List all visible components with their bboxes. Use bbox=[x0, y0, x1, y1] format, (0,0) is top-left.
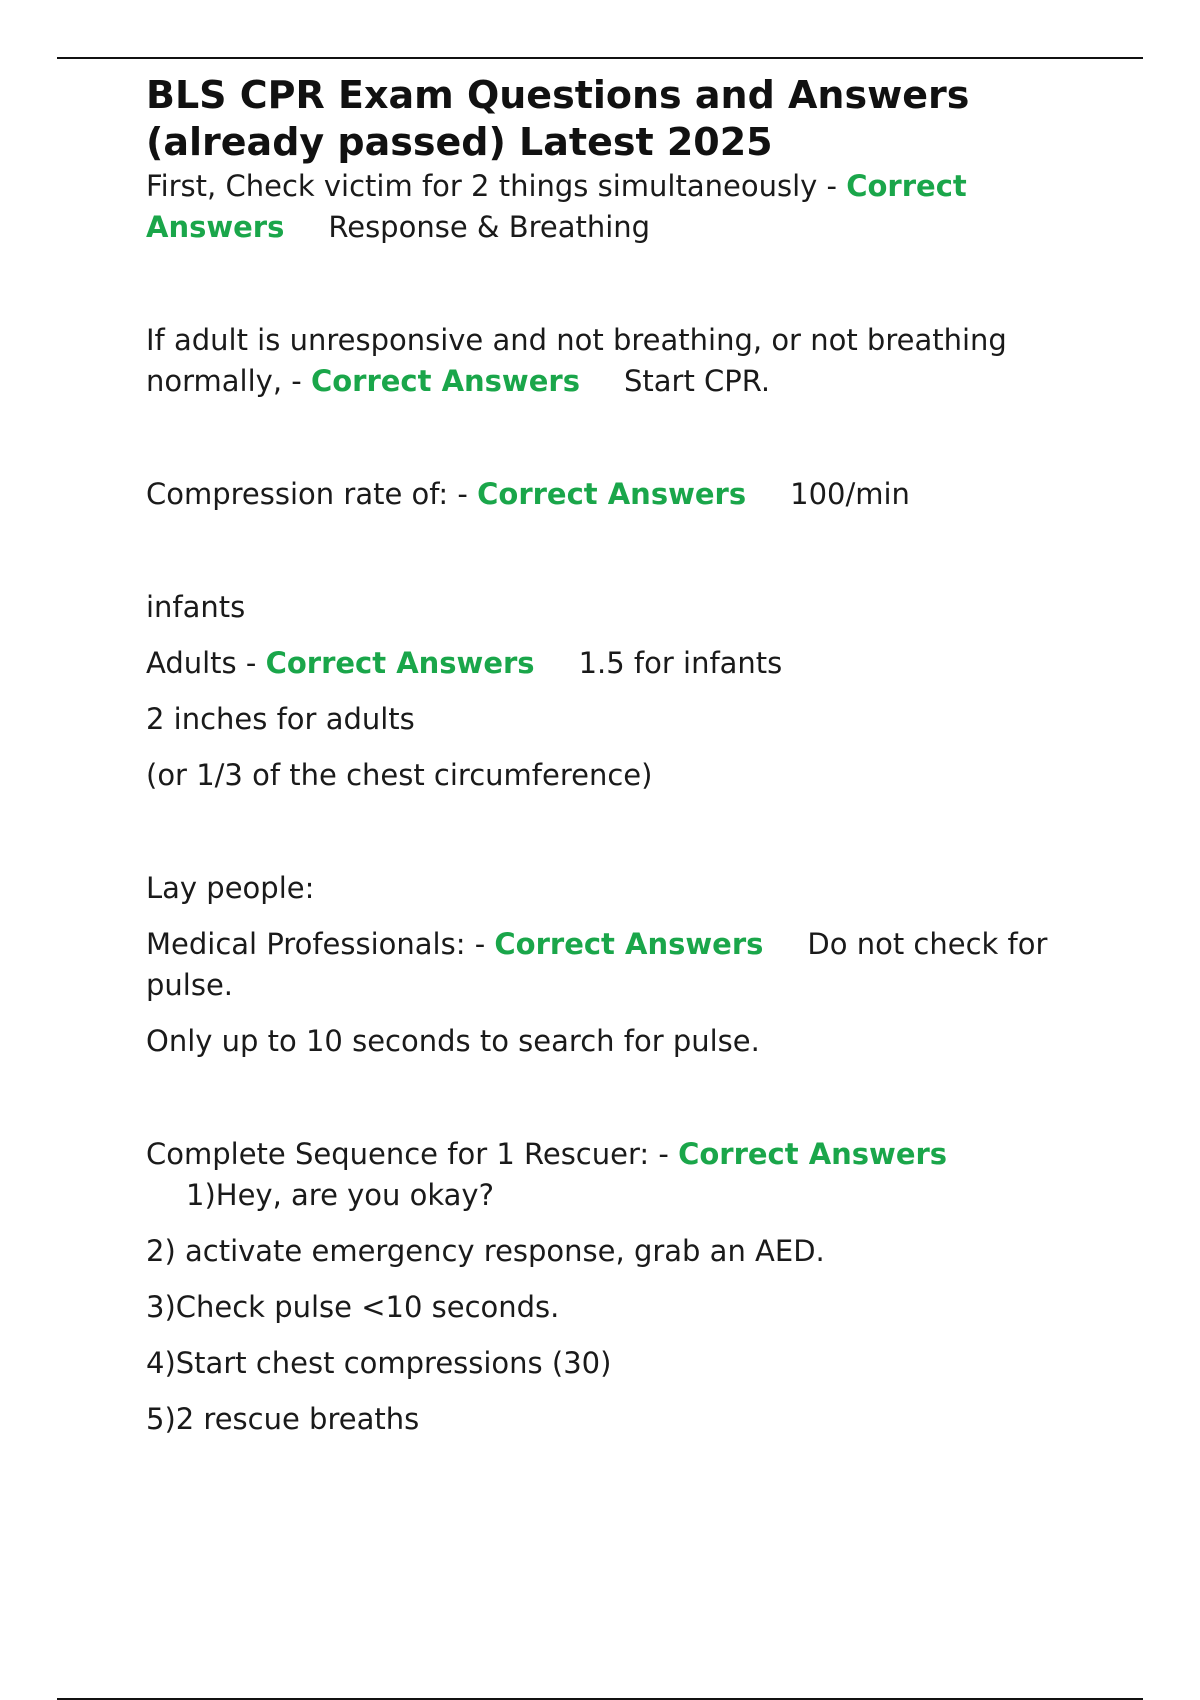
answer-continuation: 2 inches for adults bbox=[146, 702, 415, 736]
correct-answers-label: Correct Answers bbox=[494, 927, 764, 961]
answer-text: Do not check for pulse. bbox=[146, 927, 1048, 1002]
correct-answers-label: Correct Answers bbox=[146, 169, 967, 244]
question-text: Compression rate of: - bbox=[146, 477, 468, 511]
answer-continuation: 2) activate emergency response, grab an AED. bbox=[146, 1234, 825, 1268]
question-text: Complete Sequence for 1 Rescuer: - bbox=[146, 1137, 669, 1171]
answer-continuation: 4)Start chest compressions (30) bbox=[146, 1346, 612, 1380]
question-text: Medical Professionals: - bbox=[146, 927, 486, 961]
qa-item-5-pre: Lay people: bbox=[146, 871, 315, 905]
question-text: If adult is unresponsive and not breathing, or not breathing normally, - bbox=[146, 323, 1007, 398]
qa-item-1 bbox=[146, 166, 1106, 248]
qa-item-6 bbox=[146, 1134, 1106, 1216]
correct-answers-label: Correct Answers bbox=[678, 1137, 948, 1171]
top-rule bbox=[57, 57, 1143, 59]
correct-answers-label: Correct Answers bbox=[310, 364, 580, 398]
qa-item-4-pre: infants bbox=[146, 590, 246, 624]
answer-text: 1)Hey, are you okay? bbox=[186, 1178, 494, 1212]
qa-item-3 bbox=[146, 474, 1106, 515]
answer-continuation: 5)2 rescue breaths bbox=[146, 1402, 420, 1436]
qa-item-4 bbox=[146, 643, 1106, 684]
document-title: BLS CPR Exam Questions and Answers (already passed) Latest 2025 bbox=[146, 73, 970, 164]
question-text: First, Check victim for 2 things simultaneously - bbox=[146, 169, 837, 203]
qa-item-2 bbox=[146, 320, 1106, 402]
document-body bbox=[146, 72, 1106, 1440]
correct-answers-label: Correct Answers bbox=[477, 477, 747, 511]
answer-continuation: (or 1/3 of the chest circumference) bbox=[146, 758, 653, 792]
answer-text: Start CPR. bbox=[623, 364, 771, 398]
correct-answers-label: Correct Answers bbox=[265, 646, 535, 680]
qa-item-5 bbox=[146, 924, 1106, 1006]
answer-text: 1.5 for infants bbox=[578, 646, 783, 680]
question-text: Adults - bbox=[146, 646, 257, 680]
answer-continuation: 3)Check pulse <10 seconds. bbox=[146, 1290, 560, 1324]
answer-text: Response & Breathing bbox=[328, 210, 651, 244]
answer-continuation: Only up to 10 seconds to search for pulse. bbox=[146, 1024, 760, 1058]
answer-text: 100/min bbox=[790, 477, 910, 511]
